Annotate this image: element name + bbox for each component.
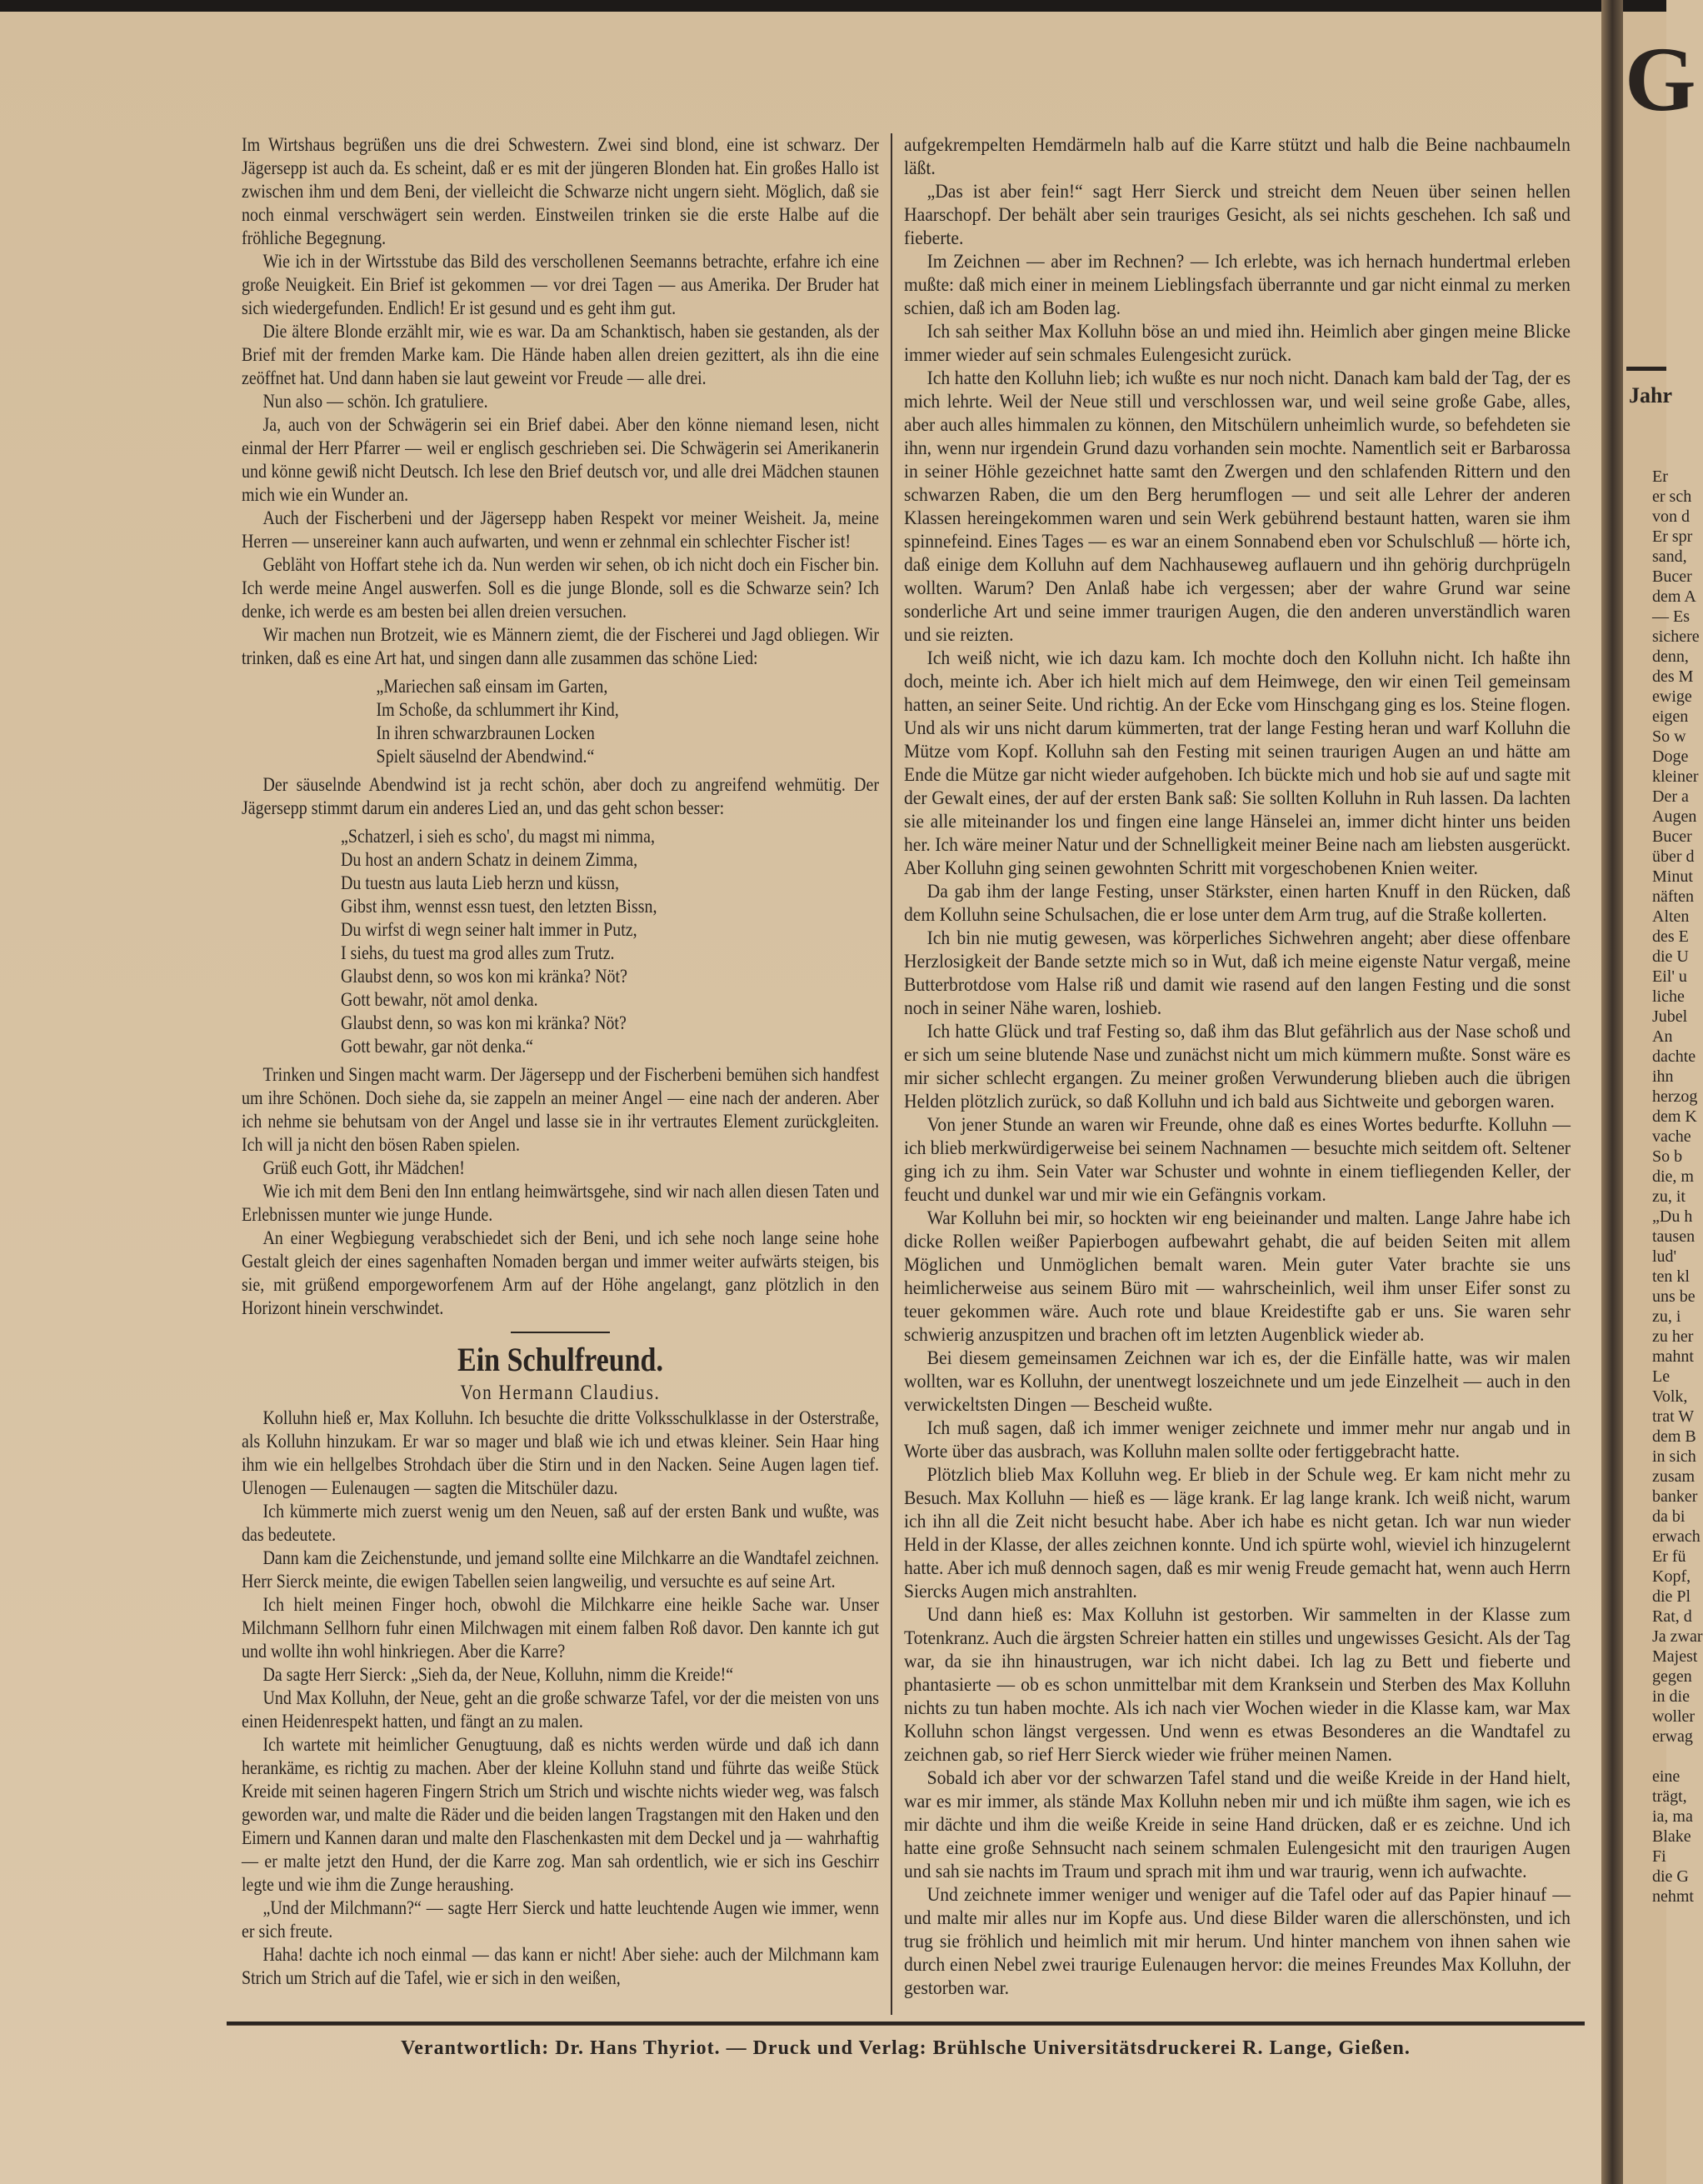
paragraph: Ich muß sagen, daß ich immer weniger zeichnete und immer mehr nur angab und in Worte über das ausbrach, was Kolluhn malen sollte oder fertiggebracht hatte. [904, 1417, 1571, 1462]
paragraph: Ich bin nie mutig gewesen, was körperliches Sichwehren angeht; aber diese offenbare Herzlosigkeit der Bande setzte mich so in Wut, daß ich meine eigenste Natur vergaß, meine Butterbrotdose vom Halse riß und damit wie rasend auf den langen Festing und die sonst noch in seiner Nähe waren, loshieb. [904, 927, 1571, 1019]
verse-line: Im Schoße, da schlummert ihr Kind, [376, 699, 619, 721]
verse-line: Du tuestn aus lauta Lieb herzn und küssn, [341, 872, 619, 894]
verse-line: Gibst ihm, wennst essn tuest, den letzten Bissn, [341, 896, 657, 917]
text-fragment: da bi [1652, 1507, 1686, 1526]
text-fragment: über d [1652, 847, 1695, 866]
text-fragment: die, m [1652, 1167, 1694, 1186]
paragraph: Im Zeichnen — aber im Rechnen? — Ich erlebte, was ich hernach hundertmal erleben mußte: daß mich einer in meinem Lieblingsfach überrannte und gar nicht einmal zu merken schien, daß ich am Boden lag. [904, 251, 1571, 319]
text-fragment: ihn [1652, 1067, 1674, 1086]
paragraph: Haha! dachte ich noch einmal — das kann er nicht! Aber siehe: auch der Milchmann kam Strich um Strich auf die Tafel, wie er sich in den weißen, [242, 1944, 879, 1989]
verse-line: „Schatzerl, i sieh es scho', du magst mi nimma, [341, 826, 655, 847]
text-fragment: Augen [1652, 807, 1697, 826]
verse-line: Spielt säuselnd der Abendwind.“ [376, 746, 595, 767]
article-author: Von Hermann Claudius. [460, 1382, 661, 1404]
paragraph: Ich hielt meinen Finger hoch, obwohl die Milchkarre eine heikle Sache war. Unser Milchmann Sellhorn fuhr einen Milchwagen mit einem falben Roß davor. Den kannte ich gut und wollte ihn wohl hinkriegen. Aber die Karre? [242, 1594, 879, 1662]
paragraph: Im Wirtshaus begrüßen uns die drei Schwestern. Zwei sind blond, eine ist schwarz. Der Jägersepp ist auch da. Es scheint, daß er es mit der jüngeren Blonden hat. Ein großes Hallo ist zwischen ihm und dem Beni, der vielleicht die Schwarze nicht ungern sieht. Möglich, daß sie noch einmal verschwägert sein werden. Einstweilen trinken sie die erste Halbe auf die fröhliche Begegnung. [242, 134, 879, 249]
paragraph: An einer Wegbiegung verabschiedet sich der Beni, und ich sehe noch lange seine hohe Gestalt gleich der eines sagenhaften Nomaden bergan und immer weiter aufwärts steigen, bis sie, mit grüßend emporgeworfenem Arm auf der Höhe angelangt, ganz plötzlich in den Horizont hinein verschwindet. [242, 1227, 879, 1319]
paragraph: Ich hatte den Kolluhn lieb; ich wußte es nur noch nicht. Danach kam bald der Tag, der es mich lehrte. Weil der Neue still und verschlossen war, und weil seine große Gabe, alles, aber auch alles himmalen zu können, den Mitschülern unheimlich wurde, so befehdeten sie ihn, wenn nur irgendein Grund dazu vorhanden sein mochte. Namentlich seit er Barbarossa in seiner Höhle gezeichnet hatte samt den Zwergen und den schlafenden Rittern und den schwarzen Raben, die um den Berg herumflogen — und seit alle Lehrer der anderen Klassen hereingekommen waren und sein Werk gebührend bestaunt hatten, waren sie ihm spinnefeind. Eines Tages — es war an einem Sonnabend eben vor Schulschluß — hörte ich, daß einige dem Kolluhn auf dem Nachhauseweg auflauern und ihn gehörig durchprügeln wollten. Warum? Den Anlaß habe ich vergessen; aber der wahre Grund war seine sonderliche Art und seine immer traurigen Augen, die den anderen unverständlich waren und sie reizten. [904, 367, 1571, 646]
next-page-header-rule [1626, 367, 1666, 371]
text-fragment: ia, ma [1652, 1807, 1693, 1826]
text-fragment: trägt, [1652, 1787, 1687, 1806]
text-fragment: näften [1652, 887, 1694, 906]
text-fragment: Volk, [1652, 1387, 1688, 1406]
text-fragment: lud' [1652, 1247, 1677, 1266]
text-fragment: woller [1652, 1707, 1696, 1726]
next-page-text-fragments [1652, 467, 1703, 1907]
text-fragment: banker [1652, 1487, 1698, 1506]
paragraph: War Kolluhn bei mir, so hockten wir eng beieinander und malten. Lange Jahre habe ich dicke Rollen weißer Papierbogen aufbewahrt gehabt, die auf beiden Seiten mit allem Möglichen und Unmöglichen bemalt waren. Mein guter Vater brachte sie uns heimlicherweise aus seinem Büro mit — wahrscheinlich, weil ihm unser Eifer sonst zu teuer gekommen wäre. Auch rote und blaue Kreidestifte gab er uns. Sie waren sehr schwierig anzuspitzen und brachen oft im letzten Augenblick wieder ab. [904, 1207, 1571, 1346]
text-fragment: Eil' u [1652, 967, 1687, 986]
verse-line: Gott bewahr, nöt amol denka. [341, 989, 538, 1011]
text-fragment: Bucer [1652, 827, 1692, 846]
paragraph: Dann kam die Zeichenstunde, und jemand sollte eine Milchkarre an die Wandtafel zeichnen. Herr Sierck meinte, die ewigen Tabellen seien langweilig, und versuchte es auf seine Art. [242, 1547, 879, 1592]
text-fragment: Ja zwar [1652, 1627, 1703, 1646]
text-fragment: So w [1652, 727, 1686, 746]
imprint-footer: Verantwortlich: Dr. Hans Thyriot. — Druck und Verlag: Brühlsche Universitätsdruckerei R. Lange, Gießen. [401, 2037, 1411, 2059]
text-fragment: erwach [1652, 1527, 1701, 1546]
paragraph: Ich weiß nicht, wie ich dazu kam. Ich mochte doch den Kolluhn nicht. Ich haßte ihn doch, meinte ich. Aber ich hielt mich auf dem Heimwege, den wir einen Teil gemeinsam hatten, an seiner Seite. Und richtig. An der Ecke vom Hinschgang ging es los. Steine flogen. Und als wir uns nicht darum kümmerten, trat der lange Festing heran und warf Kolluhn die Mütze vom Kopf. Kolluhn sah den Festing mit seinen traurigen Augen an und hätte am Ende die Mütze gar nicht wieder aufgehoben. Ich bückte mich und hob sie auf und sagte mit der Gewalt eines, der auf der ersten Bank saß: Sie sollten Kolluhn in Ruh lassen. Da lachten sie alle miteinander los und fingen eine lange Hänselei an, immer dicht hinter uns beiden her. Ich wäre meiner Natur und der Schnelligkeit meiner Beine nach am liebsten ausgerückt. Aber Kolluhn ging seinen gewohnten Schritt mit vorgeschobenen Knien weiter. [904, 647, 1571, 879]
text-fragment: dachte [1652, 1047, 1696, 1066]
paragraph: Gebläht von Hoffart stehe ich da. Nun werden wir sehen, ob ich nicht doch ein Fischer bin. Ich werde meine Angel auswerfen. Soll es die junge Blonde, soll es die Schwarze sein? Ich denke, ich werde es am besten bei allen dreien versuchen. [242, 554, 879, 622]
verse-line: I siehs, du tuest ma grod alles zum Trutz. [341, 942, 615, 964]
verse-line: In ihren schwarzbraunen Locken [376, 722, 595, 744]
text-fragment: dem A [1652, 587, 1696, 606]
text-fragment: Minut [1652, 867, 1693, 886]
right-column [904, 133, 1571, 2008]
page-gutter [1601, 0, 1623, 2184]
text-fragment: mahnt [1652, 1347, 1694, 1366]
paragraph: Auch der Fischerbeni und der Jägersepp haben Respekt vor meiner Weisheit. Ja, meine Herren — unsereiner kann auch aufwarten, und wenn er zehnmal ein schlechter Fischer ist! [242, 507, 879, 552]
column-rule [891, 133, 892, 2015]
song-verse-2 [242, 825, 879, 1058]
text-fragment: So b [1652, 1147, 1683, 1166]
paragraph: Nun also — schön. Ich gratuliere. [262, 391, 488, 412]
left-column-text [242, 133, 879, 1990]
left-column [242, 133, 879, 2008]
text-fragment: Der a [1652, 787, 1689, 806]
text-fragment: von d [1652, 507, 1690, 526]
paragraph: Die ältere Blonde erzählt mir, wie es war. Da am Schanktisch, haben sie gestanden, als der Brief mit der fremden Marke kam. Die Hände haben allen dreien gezittert, als ihn die eine zeöffnet hat. Und dann haben sie laut geweint vor Freude — alle drei. [242, 321, 879, 389]
text-fragment: trat W [1652, 1407, 1695, 1426]
text-fragment: Blake [1652, 1827, 1691, 1846]
text-fragment: zusam [1652, 1467, 1696, 1486]
right-column-text [904, 133, 1571, 2000]
text-fragment: Le [1652, 1367, 1671, 1386]
text-fragment: Er spr [1652, 527, 1693, 546]
paragraph: Ich sah seither Max Kolluhn böse an und mied ihn. Heimlich aber gingen meine Blicke immer wieder auf sein schmales Eulengesicht zurück. [904, 321, 1571, 366]
text-fragment: Rat, d [1652, 1607, 1692, 1626]
text-fragment: dem B [1652, 1427, 1696, 1446]
text-fragment: sand, [1652, 547, 1687, 566]
section-divider [511, 1332, 610, 1333]
text-fragment: herzog [1652, 1087, 1698, 1106]
next-page-big-letter: G [1625, 28, 1696, 130]
text-fragment: eigen [1652, 707, 1689, 726]
paragraph: Da gab ihm der lange Festing, unser Stärkster, einen harten Knuff in den Rücken, daß dem Kolluhn seine Schulsachen, die er lose unter dem Arm trug, auf die Straße kollerten. [904, 881, 1571, 926]
text-fragment: in die [1652, 1687, 1690, 1706]
text-fragment: zu her [1652, 1327, 1694, 1346]
paragraph: Plötzlich blieb Max Kolluhn weg. Er blieb in der Schule weg. Er kam nicht mehr zu Besuch. Max Kolluhn — hieß es — läge krank. Er lag lange krank. Ich weiß nicht, warum ich ihn all die Zeit nicht besucht habe. Aber ich habe es nicht getan. Ich war nun wieder Held in der Klasse, der alles zeichnen konnte. Und ich spürte wohl, wieviel ich hinzugelernt hatte. Aber ich muß dennoch sagen, daß es mir wenig Freude gemacht hat, wenn auch Herrn Siercks Augen mich anstrahlten. [904, 1464, 1571, 1602]
text-fragment: Bucer [1652, 567, 1692, 586]
footer-rule [227, 2022, 1585, 2026]
paragraph: Trinken und Singen macht warm. Der Jägersepp und der Fischerbeni bemühen sich handfest um ihre Schönen. Doch siehe da, sie zappeln an meiner Angel — eine nach der anderen. Aber ich nehme sie behutsam von der Angel und lasse sie in ihr vertrautes Element zurückgleiten. Ich will ja nicht den bösen Raben spielen. [242, 1064, 879, 1156]
text-fragment [1652, 1747, 1703, 1767]
text-fragment: eine [1652, 1767, 1681, 1786]
text-fragment: tausen [1652, 1227, 1696, 1246]
text-fragment: Er fü [1652, 1547, 1686, 1566]
text-fragment: nehmt [1652, 1887, 1694, 1906]
text-fragment: die Pl [1652, 1587, 1691, 1606]
paragraph: Ja, auch von der Schwägerin sei ein Brief dabei. Aber den könne niemand lesen, nicht einmal der Herr Pfarrer — weil er englisch geschrieben sei. Die Schwägerin sei Amerikanerin und könne gewiß nicht Deutsch. Ich lese den Brief deutsch vor, und alle drei Mädchen staunen mich wie ein Wunder an. [242, 414, 879, 506]
text-fragment: dem K [1652, 1107, 1697, 1126]
text-fragment: zu, i [1652, 1307, 1681, 1326]
paragraph: Wie ich mit dem Beni den Inn entlang heimwärtsgehe, sind wir nach allen diesen Taten und Erlebnissen munter wie junge Hunde. [242, 1181, 879, 1226]
text-fragment: denn, [1652, 647, 1689, 666]
text-fragment: er sch [1652, 487, 1692, 506]
paragraph: „Und der Milchmann?“ — sagte Herr Sierck und hatte leuchtende Augen wie immer, wenn er sich freute. [242, 1897, 879, 1942]
text-fragment: An [1652, 1027, 1673, 1046]
paragraph: Da sagte Herr Sierck: „Sieh da, der Neue, Kolluhn, nimm die Kreide!“ [262, 1664, 734, 1686]
paragraph: Von jener Stunde an waren wir Freunde, ohne daß es eines Wortes bedurfte. Kolluhn — ich blieb merkwürdigerweise bei seinem Nachnamen — besuchte mich seitdem oft. Seltener ging ich zu ihm. Sein Vater war Schuster und wohnte in einem tiefliegenden Keller, der feucht und dunkel war und mir wie ein Gefängnis vorkam. [904, 1114, 1571, 1206]
text-fragment: gegen [1652, 1667, 1692, 1686]
text-fragment: sichere [1652, 627, 1700, 646]
text-fragment: ewige [1652, 687, 1692, 706]
verse-line: Glaubst denn, so wos kon mi kränka? Nöt? [341, 966, 627, 987]
paragraph: Ich wartete mit heimlicher Genugtuung, daß es nichts werden würde und daß ich dann herankäme, es richtig zu machen. Aber der kleine Kolluhn stand und führte das weiße Stück Kreide mit seinen hageren Fingern Strich um Strich und wischte nichts wieder weg, was falsch geworden war, und malte die Räder und die beiden langen Tragstangen mit den Haken und den Eimern und Kannen daran und malte den Flaschenkasten mit dem Deckel und ja — wahrhaftig — er malte jetzt den Hund, der die Karre zog. Man sah ordentlich, wie er sich ins Geschirr legte und wie ihm die Zunge heraushing. [242, 1734, 879, 1896]
text-fragment: — Es [1652, 607, 1690, 626]
verse-line: Gott bewahr, gar nöt denka.“ [341, 1036, 534, 1057]
paragraph: Und Max Kolluhn, der Neue, geht an die große schwarze Tafel, vor der die meisten von uns einen Heidenrespekt hatten, und fängt an zu malen. [242, 1687, 879, 1732]
paragraph: Wir machen nun Brotzeit, wie es Männern ziemt, die der Fischerei und Jagd obliegen. Wir trinken, daß es eine Art hat, und singen dann alle zusammen das schöne Lied: [242, 624, 879, 669]
text-fragment: uns be [1652, 1287, 1696, 1306]
text-fragment: kleiner [1652, 767, 1699, 786]
text-fragment: Alten [1652, 907, 1690, 926]
text-fragment: Fi [1652, 1847, 1666, 1866]
paragraph: Bei diesem gemeinsamen Zeichnen war ich es, der die Einfälle hatte, was wir malen wollten, war es Kolluhn, der unentwegt loszeichnete und um jede Einzelheit — auch in den verwickeltsten Dingen — Bescheid wußte. [904, 1347, 1571, 1416]
next-page-header-fragment: Jahr [1629, 383, 1672, 407]
paragraph: Sobald ich aber vor der schwarzen Tafel stand und die weiße Kreide in der Hand hielt, war es mir immer, als stände Max Kolluhn neben mir und ich müßte ihm sagen, wie ich es mir dächte und ihm die weiße Kreide in seine Hand drücken, daß er es zeichne. Und ich hatte eine große Sehnsucht nach seinem schmalen Eulengesicht mit den traurigen Augen und sah sie nachts im Traum und sprach mit ihm und war traurig, wenn ich aufwachte. [904, 1767, 1571, 1882]
paragraph: Kolluhn hieß er, Max Kolluhn. Ich besuchte die dritte Volksschulklasse in der Osterstraße, als Kolluhn hinzukam. Er war so mager und blaß wie ich und etwas kleiner. Sein Haar hing ihm wie ein hellgelbes Strohdach über die Stirn und in den Nacken. Seine Augen lagen tief. Ulenogen — Eulenaugen — sagten die Mitschüler dazu. [242, 1407, 879, 1499]
text-fragment: ten kl [1652, 1267, 1690, 1286]
paragraph: Grüß euch Gott, ihr Mädchen! [262, 1157, 465, 1179]
verse-line: Du wirfst di wegn seiner halt immer in Putz, [341, 919, 637, 941]
text-fragment: Majest [1652, 1647, 1698, 1666]
verse-line: „Mariechen saß einsam im Garten, [376, 676, 608, 697]
scan-top-edge [0, 0, 1666, 12]
text-fragment: des M [1652, 667, 1694, 686]
paragraph: Ich hatte Glück und traf Festing so, daß ihm das Blut gefährlich aus der Nase schoß und er sich um seine blutende Nase und zunächst nicht um mich kümmern mußte. Sonst wäre es mir sicher schlecht ergangen. Zu meiner großen Verwunderung blieben auch die übrigen Helden plötzlich zurück, so daß Kolluhn und ich bald aus Sichtweite und geborgen waren. [904, 1021, 1571, 1112]
paragraph: Der säuselnde Abendwind ist ja recht schön, aber doch zu angreifend wehmütig. Der Jägersepp stimmt darum ein anderes Lied an, und das geht schon besser: [242, 774, 879, 819]
text-fragment: Jubel [1652, 1007, 1688, 1026]
paragraph: Ich kümmerte mich zuerst wenig um den Neuen, saß auf der ersten Bank und wußte, was das bedeutete. [242, 1501, 879, 1546]
text-fragment: erwag [1652, 1727, 1693, 1746]
text-fragment: in sich [1652, 1447, 1696, 1466]
paragraph: „Das ist aber fein!“ sagt Herr Sierck und streicht dem Neuen über seinen hellen Haarschopf. Der behält aber sein trauriges Gesicht, als sei nichts geschehen. Ich saß und fieberte. [904, 181, 1571, 249]
paragraph: Wie ich in der Wirtsstube das Bild des verschollenen Seemanns betrachte, erfahre ich eine große Neuigkeit. Ein Brief ist gekommen — vor drei Tagen — aus Amerika. Der Bruder hat sich wiedergefunden. Endlich! Er ist gesund und es geht ihm gut. [242, 251, 879, 319]
paragraph: aufgekrempelten Hemdärmeln halb auf die Karre stützt und halb die Beine nachbaumeln läßt. [904, 134, 1571, 179]
verse-line: Du host an andern Schatz in deinem Zimma, [341, 849, 638, 871]
verse-line: Glaubst denn, so was kon mi kränka? Nöt? [341, 1012, 627, 1034]
article-title: Ein Schulfreund. [457, 1341, 663, 1378]
text-fragment: die G [1652, 1867, 1689, 1886]
text-fragment: Er [1652, 467, 1668, 486]
text-fragment: des E [1652, 927, 1689, 946]
text-fragment: die U [1652, 947, 1689, 966]
text-fragment: Doge [1652, 747, 1689, 766]
text-fragment: zu, it [1652, 1187, 1686, 1206]
text-fragment: vache [1652, 1127, 1691, 1146]
paragraph: Und zeichnete immer weniger und weniger auf die Tafel oder auf das Papier hinauf — und malte mir alles nur im Kopfe aus. Und diese Bilder waren die allerschönsten, und ich trug sie fröhlich und heimlich mit mir herum. Und hinter manchem von ihnen sahen wie durch einen Nebel zwei traurige Eulenaugen hervor: die meines Freundes Max Kolluhn, der gestorben war. [904, 1884, 1571, 1999]
paragraph: Und dann hieß es: Max Kolluhn ist gestorben. Wir sammelten in der Klasse zum Totenkranz. Auch die ärgsten Schreier hatten ein stilles und ungewisses Gesicht. Als der Tag war, da sie ihn hinaustrugen, war ich nicht dabei. Ich lag zu Bett und fieberte und phantasierte — ob es schon unmittelbar mit dem Kranksein und Sterben des Max Kolluhn nichts zu tun haben mochte. Als ich nach vier Wochen wieder in die Klasse kam, war Max Kolluhn schon längst vergessen. Und wenn es etwas Besonderes an die Wandtafel zu zeichnen gab, so rief Herr Sierck wieder wie früher meinen Namen. [904, 1604, 1571, 1766]
text-fragment: „Du h [1652, 1207, 1693, 1226]
text-fragment: liche [1652, 987, 1685, 1006]
text-fragment: Kopf, [1652, 1567, 1691, 1586]
song-verse-1 [242, 675, 879, 768]
